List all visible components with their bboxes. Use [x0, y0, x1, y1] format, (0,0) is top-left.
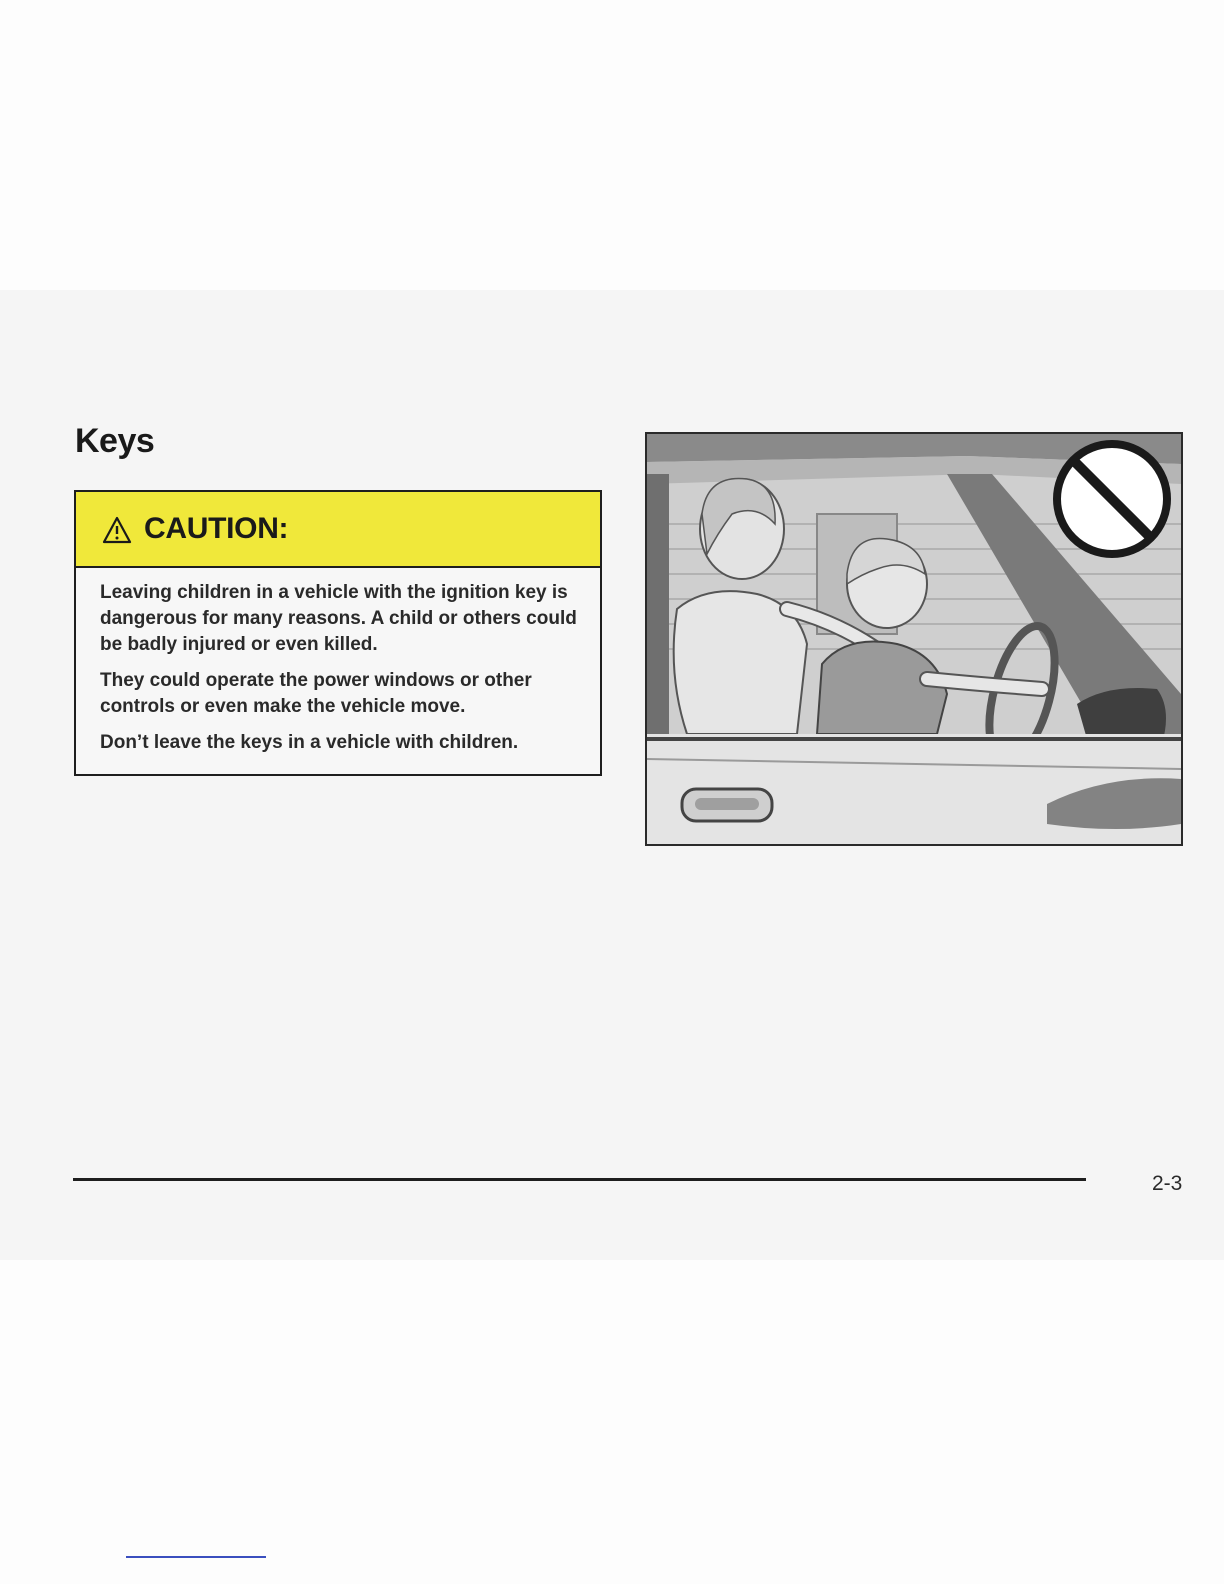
caution-header [76, 492, 600, 568]
illustration-drawing [647, 434, 1181, 844]
footer-rule [73, 1178, 1086, 1181]
caution-title: CAUTION: [144, 512, 289, 545]
warning-triangle-icon [102, 516, 132, 544]
prohibition-icon [1057, 444, 1167, 554]
caution-body [76, 568, 600, 756]
section-heading: Keys [75, 422, 155, 460]
children-in-vehicle-illustration [645, 432, 1183, 846]
footer-link-underline[interactable] [126, 1556, 266, 1558]
caution-paragraph: They could operate the power windows or other controls or even make the vehicle move. [100, 670, 532, 717]
caution-paragraph: Don’t leave the keys in a vehicle with children. [100, 732, 519, 753]
caution-paragraph: Leaving children in a vehicle with the ignition key is dangerous for many reasons. A child or others could be badly injured or even killed. [100, 582, 577, 655]
caution-box [74, 490, 602, 776]
page-number: 2-3 [1152, 1172, 1183, 1195]
